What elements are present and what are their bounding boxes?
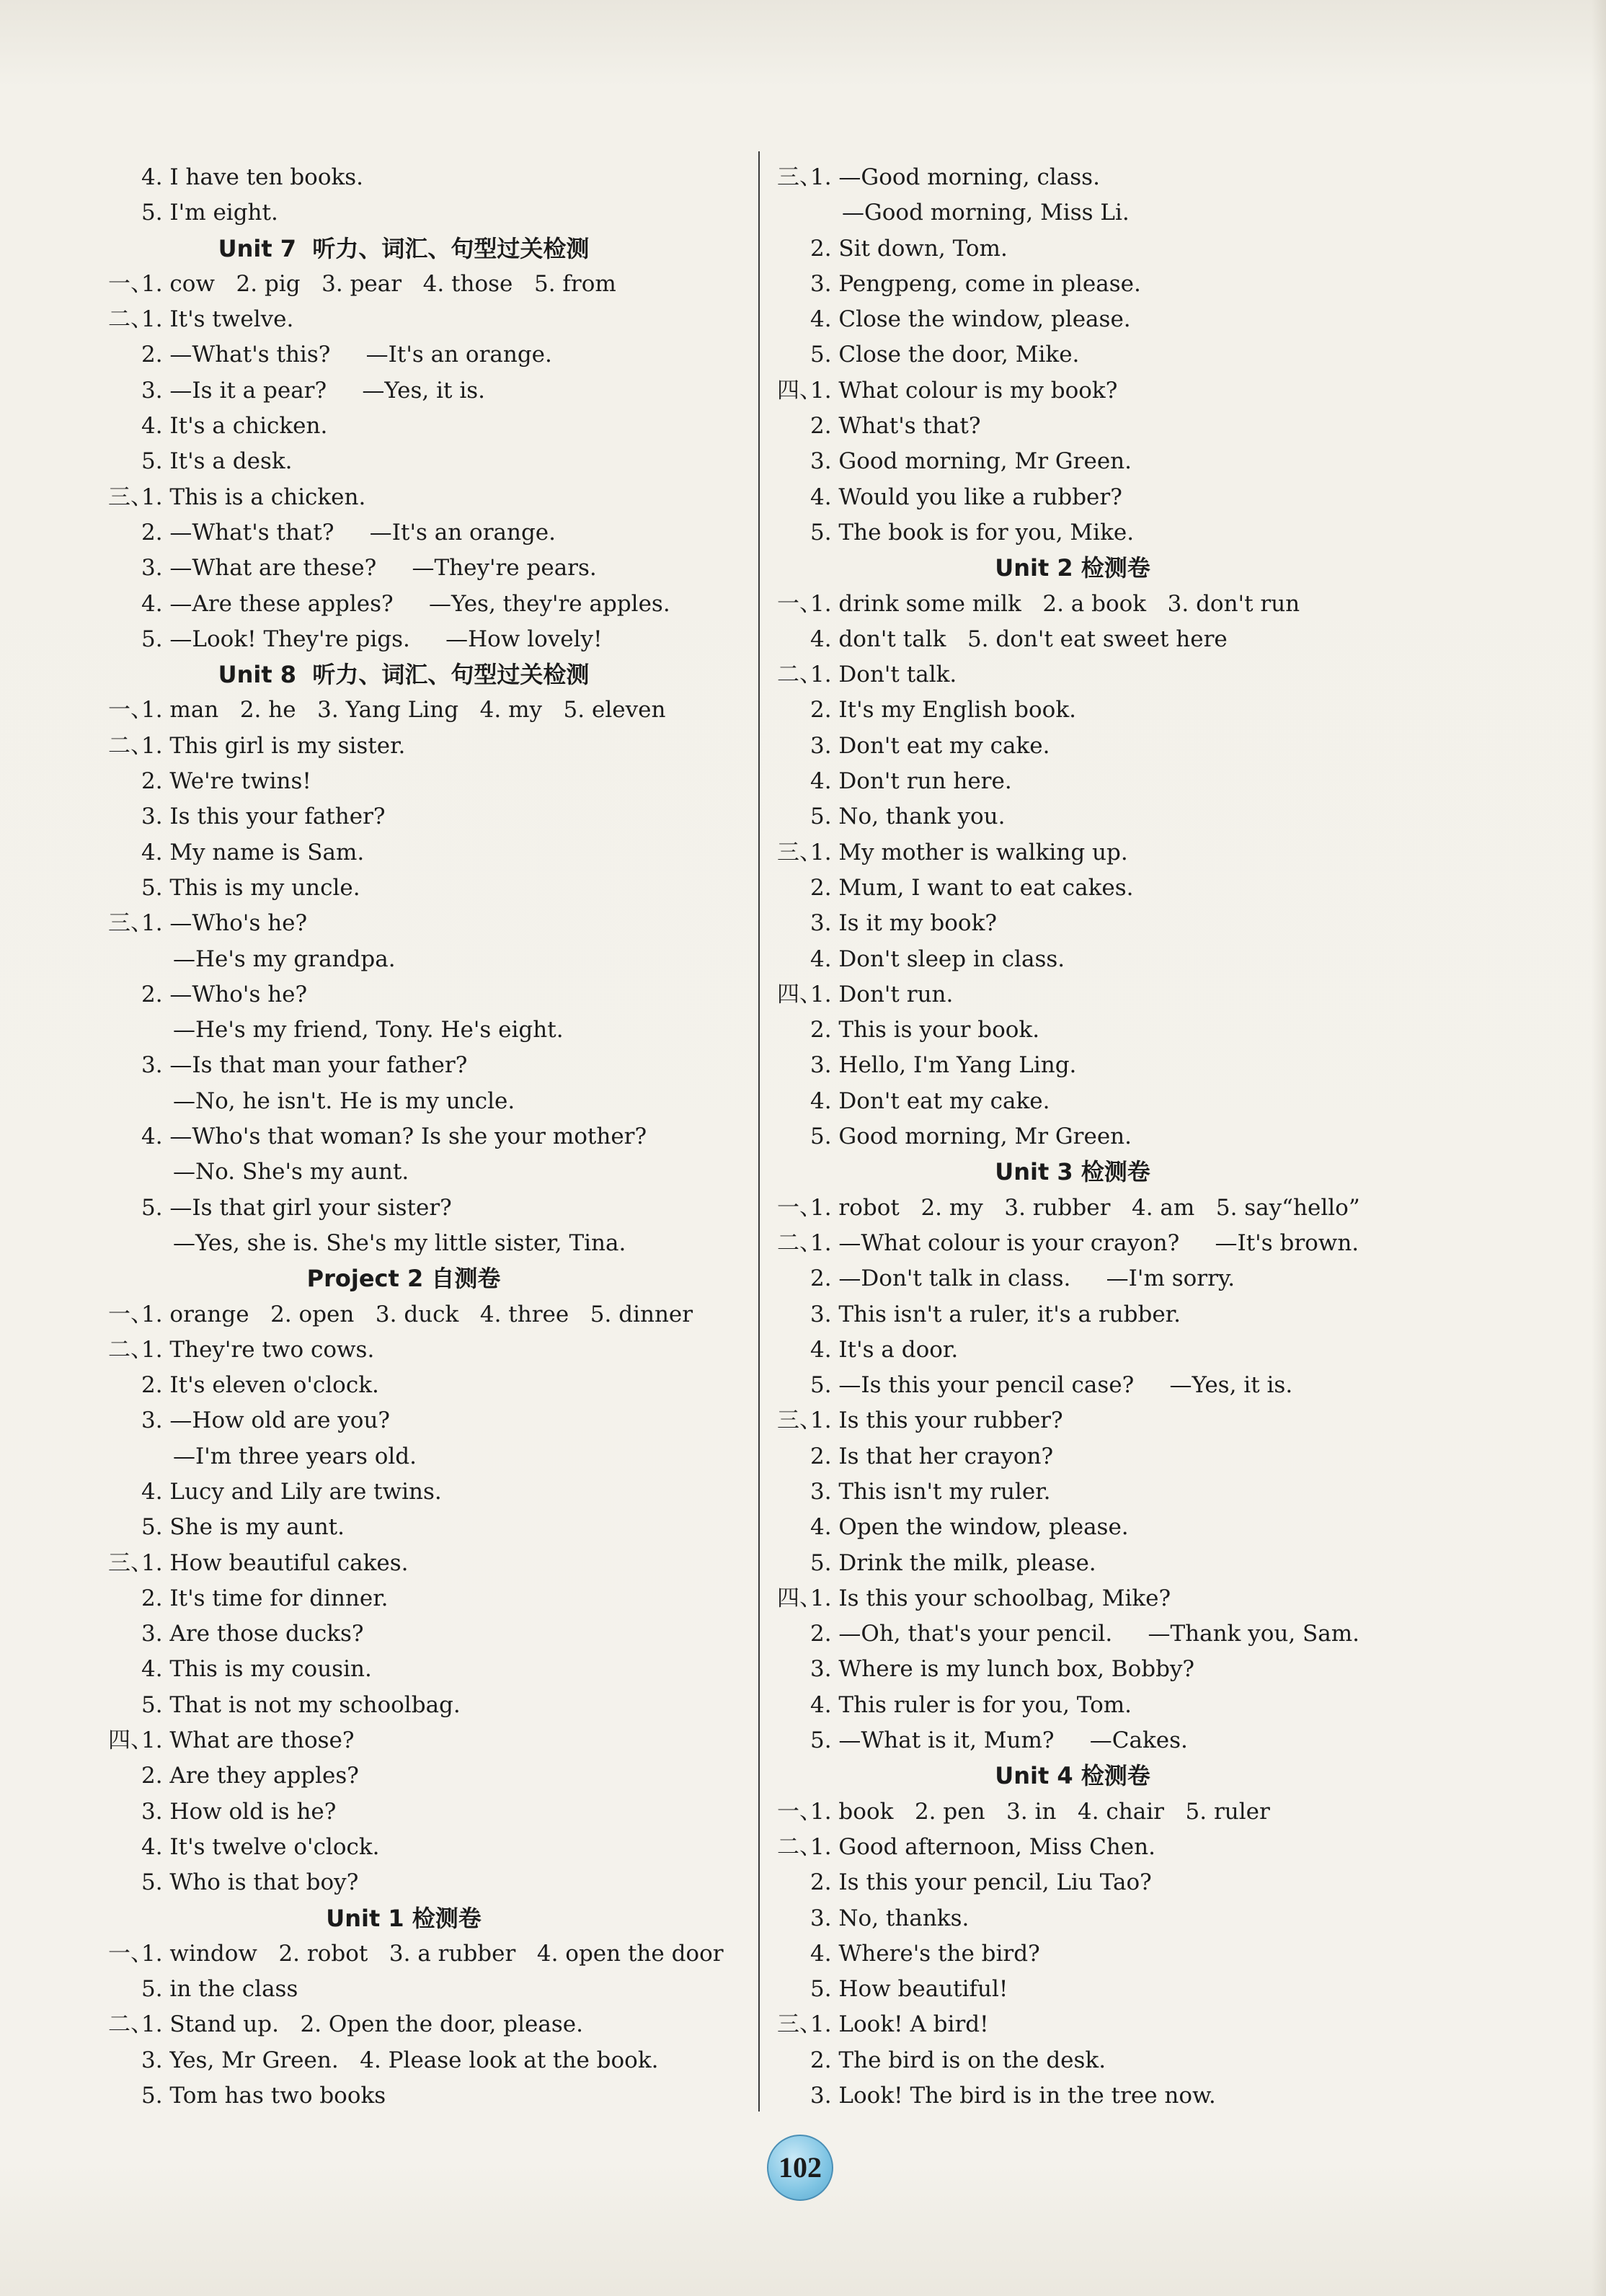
answer-text: —Good morning, Miss Li. <box>842 200 1130 226</box>
section-heading: Unit 3 检测卷 <box>995 1158 1150 1186</box>
answer-text: 3. Are those ducks? <box>141 1621 364 1647</box>
answer-text: 5. in the class <box>141 1976 298 2003</box>
section-number: 四、 <box>777 377 822 404</box>
section-heading: Unit 4 检测卷 <box>995 1762 1150 1790</box>
answer-line <box>777 1616 1368 1652</box>
answer-text: 4. don't talk 5. don't eat sweet here <box>810 626 1228 652</box>
answer-line <box>777 444 1368 479</box>
answer-line <box>777 2043 1368 2078</box>
answer-text: 4. Lucy and Lily are twins. <box>141 1478 442 1505</box>
column-divider <box>758 151 760 2112</box>
answer-text: 2. We're twins! <box>141 768 311 795</box>
section-number: 一、 <box>108 697 153 724</box>
answer-line <box>108 1830 699 1865</box>
answer-line <box>108 587 699 622</box>
answer-text: 3. This isn't a ruler, it's a rubber. <box>810 1301 1181 1327</box>
answer-text: 1. My mother is walking up. <box>810 839 1128 866</box>
answer-line <box>108 2007 699 2042</box>
answer-text: 4. Where's the bird? <box>810 1940 1040 1967</box>
answer-line <box>777 622 1368 657</box>
answer-line <box>108 337 699 373</box>
answer-line <box>108 1936 724 1972</box>
answer-line <box>777 1261 1368 1296</box>
answer-text: 4. It's twelve o'clock. <box>141 1833 380 1860</box>
section-number: 二、 <box>108 732 153 759</box>
answer-text: 1. man 2. he 3. Yang Ling 4. my 5. eleven <box>141 697 666 724</box>
answer-text: 3. —How old are you? <box>141 1407 391 1434</box>
section-number: 三、 <box>777 2011 822 2038</box>
answer-text: 5. I'm eight. <box>141 200 278 226</box>
answer-line <box>777 1403 1368 1438</box>
section-number: 三、 <box>108 1549 153 1576</box>
answer-text: 4. I have ten books. <box>141 164 364 190</box>
answer-line <box>777 195 1368 231</box>
answer-line <box>777 1652 1368 1687</box>
answer-line <box>777 1474 1368 1510</box>
answer-text: 2. It's my English book. <box>810 697 1076 724</box>
answer-line <box>777 1901 1368 1936</box>
answer-text: 1. —Good morning, class. <box>810 164 1100 190</box>
section-number: 一、 <box>108 1301 153 1327</box>
answer-text: 2. Are they apples? <box>141 1763 359 1789</box>
answer-text: 1. window 2. robot 3. a rubber 4. open the door <box>141 1940 724 1967</box>
answer-text: 5. This is my uncle. <box>141 874 360 901</box>
answer-line <box>108 693 699 728</box>
answer-line <box>108 1013 699 1048</box>
answer-line <box>108 1226 699 1261</box>
section-heading: Unit 2 检测卷 <box>995 554 1150 582</box>
answer-line <box>777 2007 1368 2042</box>
answer-text: 2. Sit down, Tom. <box>810 235 1008 262</box>
answer-text: 1. —Who's he? <box>141 910 308 937</box>
answer-line <box>108 302 699 337</box>
answer-line <box>108 195 699 231</box>
answer-text: —He's my friend, Tony. He's eight. <box>173 1017 564 1044</box>
answer-text: 1. robot 2. my 3. rubber 4. am 5. say“hello” <box>810 1194 1360 1221</box>
page-number-badge: 102 <box>767 2135 833 2201</box>
answer-line <box>777 302 1368 337</box>
answer-line <box>777 1332 1368 1368</box>
section-number: 一、 <box>108 270 153 297</box>
answer-line <box>777 942 1368 977</box>
answer-line <box>108 622 699 657</box>
section-heading: Unit 7 听力、词汇、句型过关检测 <box>218 234 590 262</box>
answer-text: 3. Hello, I'm Yang Ling. <box>810 1052 1077 1079</box>
section-number: 一、 <box>777 1798 822 1825</box>
section-number: 四、 <box>108 1727 153 1754</box>
answer-text: 5. —Is this your pencil case? —Yes, it is. <box>810 1372 1293 1399</box>
answer-line <box>108 977 699 1013</box>
answer-text: 4. Don't sleep in class. <box>810 945 1065 972</box>
answer-line <box>777 799 1368 835</box>
answer-line <box>108 1297 699 1332</box>
answer-line <box>777 1865 1368 1900</box>
answer-line <box>777 657 1368 693</box>
answer-text: 5. How beautiful! <box>810 1976 1008 2003</box>
answer-line <box>777 1048 1368 1083</box>
answer-line <box>108 764 699 799</box>
section-number: 二、 <box>777 662 822 688</box>
answer-line <box>108 1084 699 1119</box>
answer-text: 4. This ruler is for you, Tom. <box>810 1691 1132 1718</box>
answer-text: 3. Pengpeng, come in please. <box>810 270 1141 297</box>
right-column <box>777 160 1368 2114</box>
answer-text: 2. Is this your pencil, Liu Tao? <box>810 1869 1152 1896</box>
answer-text: 1. Don't talk. <box>810 662 957 688</box>
answer-line <box>108 1474 699 1510</box>
answer-text: 1. orange 2. open 3. duck 4. three 5. dinner <box>141 1301 693 1327</box>
answer-line <box>777 1119 1368 1154</box>
answer-text: 3. —What are these? —They're pears. <box>141 555 597 582</box>
answer-line <box>108 2043 699 2078</box>
answer-line <box>777 1936 1368 1972</box>
answer-text: 3. Don't eat my cake. <box>810 732 1050 759</box>
section-heading: Project 2 自测卷 <box>306 1265 501 1293</box>
answer-line <box>108 1972 699 2007</box>
answer-line <box>108 1368 699 1403</box>
answer-text: 5. Drink the milk, please. <box>810 1549 1096 1576</box>
answer-line <box>777 977 1368 1013</box>
answer-line <box>108 799 699 835</box>
answer-text: 5. That is not my schoolbag. <box>141 1691 461 1718</box>
answer-text: 5. She is my aunt. <box>141 1514 345 1541</box>
answer-line <box>108 942 699 977</box>
answer-line <box>777 2078 1368 2114</box>
answer-text: 2. The bird is on the desk. <box>810 2047 1106 2073</box>
answer-line <box>777 337 1368 373</box>
answer-text: 4. Would you like a rubber? <box>810 484 1122 510</box>
answer-text: 2. What's that? <box>810 413 981 440</box>
answer-text: 3. No, thanks. <box>810 1905 970 1931</box>
answer-text: 5. —Is that girl your sister? <box>141 1194 452 1221</box>
answer-text: 3. Is this your father? <box>141 804 386 830</box>
answer-text: 2. This is your book. <box>810 1017 1040 1044</box>
answer-text: 5. The book is for you, Mike. <box>810 519 1135 546</box>
answer-text: 1. What colour is my book? <box>810 377 1118 404</box>
section-number: 三、 <box>777 164 822 190</box>
answer-line <box>777 160 1368 195</box>
answer-text: —He's my grandpa. <box>173 945 396 972</box>
answer-text: 1. Good afternoon, Miss Chen. <box>810 1833 1155 1860</box>
answer-text: 4. Don't run here. <box>810 768 1012 795</box>
answer-text: 2. Mum, I want to eat cakes. <box>810 874 1134 901</box>
answer-line <box>108 267 699 302</box>
answer-line <box>108 515 699 551</box>
answer-line <box>108 1794 699 1830</box>
answer-text: 2. —What's this? —It's an orange. <box>141 342 552 368</box>
answer-text: 1. cow 2. pig 3. pear 4. those 5. from <box>141 270 616 297</box>
section-number: 三、 <box>108 910 153 937</box>
answer-text: 5. It's a desk. <box>141 448 293 475</box>
answer-text: 3. Look! The bird is in the tree now. <box>810 2083 1216 2109</box>
answer-line <box>777 906 1368 941</box>
answer-line <box>108 1616 699 1652</box>
answer-text: 3. Good morning, Mr Green. <box>810 448 1132 475</box>
answer-text: 1. Stand up. 2. Open the door, please. <box>141 2011 583 2038</box>
answer-line <box>777 1297 1368 1332</box>
answer-text: 5. Close the door, Mike. <box>810 342 1080 368</box>
answer-line <box>108 1652 699 1687</box>
answer-line <box>108 373 699 409</box>
answer-line <box>108 409 699 444</box>
section-number: 一、 <box>777 1194 822 1221</box>
answer-text: 5. Good morning, Mr Green. <box>810 1123 1132 1150</box>
section-number: 二、 <box>777 1833 822 1860</box>
answer-line <box>777 693 1368 728</box>
answer-text: 4. Don't eat my cake. <box>810 1087 1050 1114</box>
answer-text: 5. Tom has two books <box>141 2083 386 2109</box>
answer-text: 1. It's twelve. <box>141 306 294 333</box>
answer-text: 4. It's a chicken. <box>141 413 328 440</box>
answer-line <box>108 1723 699 1758</box>
answer-line <box>108 1191 699 1226</box>
answer-text: 1. —What colour is your crayon? —It's brown. <box>810 1229 1359 1256</box>
answer-text: 4. —Are these apples? —Yes, they're apples. <box>141 590 670 617</box>
answer-line <box>108 2078 699 2114</box>
section-number: 三、 <box>777 1407 822 1434</box>
answer-line <box>777 1191 1368 1226</box>
answer-line <box>777 1688 1368 1723</box>
answer-line <box>108 1758 699 1794</box>
answer-line <box>777 587 1368 622</box>
answer-line <box>777 1226 1368 1261</box>
answer-line <box>108 729 699 764</box>
left-column <box>108 160 724 2114</box>
answer-text: 5. Who is that boy? <box>141 1869 359 1896</box>
answer-line <box>108 1154 699 1190</box>
answer-line <box>777 267 1368 302</box>
answer-text: 1. drink some milk 2. a book 3. don't run <box>810 590 1300 617</box>
answer-line <box>108 871 699 906</box>
answer-text: 4. My name is Sam. <box>141 839 365 866</box>
answer-line <box>777 1439 1368 1474</box>
answer-text: 3. Yes, Mr Green. 4. Please look at the book. <box>141 2047 659 2073</box>
answer-line <box>108 1403 699 1438</box>
section-number: 二、 <box>108 306 153 333</box>
answer-line <box>777 764 1368 799</box>
answer-text: —Yes, she is. She's my little sister, Tina. <box>173 1229 626 1256</box>
section-number: 一、 <box>777 590 822 617</box>
answer-text: 1. Don't run. <box>810 981 954 1007</box>
answer-line <box>777 1794 1368 1830</box>
answer-line <box>777 1546 1368 1581</box>
section-number: 二、 <box>108 2011 153 2038</box>
answer-line <box>777 1723 1368 1758</box>
section-number: 四、 <box>777 1585 822 1611</box>
answer-line <box>108 1119 699 1154</box>
answer-text: 1. Is this your schoolbag, Mike? <box>810 1585 1171 1611</box>
section-number: 一、 <box>108 1940 153 1967</box>
answer-line <box>777 409 1368 444</box>
answer-line <box>108 1439 699 1474</box>
answer-text: 1. This girl is my sister. <box>141 732 406 759</box>
answer-line <box>108 835 699 871</box>
answer-text: —I'm three years old. <box>173 1443 417 1469</box>
page-edge-shadow <box>1592 0 1606 2296</box>
answer-line <box>777 871 1368 906</box>
answer-line <box>777 1830 1368 1865</box>
answer-text: 3. —Is it a pear? —Yes, it is. <box>141 377 486 404</box>
answer-text: —No. She's my aunt. <box>173 1159 409 1185</box>
answer-line <box>108 1865 699 1900</box>
answer-line <box>777 1368 1368 1403</box>
answer-text: 2. —Don't talk in class. —I'm sorry. <box>810 1265 1235 1292</box>
answer-text: 3. Where is my lunch box, Bobby? <box>810 1656 1195 1683</box>
answer-text: 2. It's eleven o'clock. <box>141 1372 379 1399</box>
answer-text: 4. It's a door. <box>810 1336 959 1363</box>
answer-text: 5. —What is it, Mum? —Cakes. <box>810 1727 1188 1754</box>
answer-text: 1. book 2. pen 3. in 4. chair 5. ruler <box>810 1798 1270 1825</box>
section-number: 四、 <box>777 981 822 1007</box>
section-heading: Unit 1 检测卷 <box>326 1904 482 1932</box>
answer-line <box>108 906 699 941</box>
answer-text: 2. Is that her crayon? <box>810 1443 1054 1469</box>
answer-line <box>777 1972 1368 2007</box>
answer-text: 3. This isn't my ruler. <box>810 1478 1051 1505</box>
answer-line <box>108 444 699 479</box>
answer-text: 2. It's time for dinner. <box>141 1585 389 1611</box>
section-number: 三、 <box>108 484 153 510</box>
answer-line <box>108 1332 699 1368</box>
answer-text: 1. Look! A bird! <box>810 2011 989 2038</box>
answer-line <box>108 1048 699 1083</box>
answer-text: 4. Open the window, please. <box>810 1514 1129 1541</box>
answer-text: 1. How beautiful cakes. <box>141 1549 409 1576</box>
answer-text: 1. This is a chicken. <box>141 484 366 510</box>
section-number: 二、 <box>777 1229 822 1256</box>
answer-text: 1. They're two cows. <box>141 1336 375 1363</box>
answer-line <box>108 551 699 586</box>
answer-line <box>777 729 1368 764</box>
answer-text: 3. Is it my book? <box>810 910 998 937</box>
section-number: 三、 <box>777 839 822 866</box>
section-number: 二、 <box>108 1336 153 1363</box>
answer-line <box>777 1510 1368 1545</box>
answer-text: —No, he isn't. He is my uncle. <box>173 1087 515 1114</box>
answer-text: 5. —Look! They're pigs. —How lovely! <box>141 626 603 652</box>
answer-line <box>108 480 699 515</box>
answer-line <box>777 515 1368 551</box>
answer-line <box>108 1546 699 1581</box>
answer-line <box>108 160 699 195</box>
answer-text: 1. What are those? <box>141 1727 355 1754</box>
answer-text: 2. —What's that? —It's an orange. <box>141 519 556 546</box>
answer-text: 5. No, thank you. <box>810 804 1006 830</box>
answer-line <box>777 1013 1368 1048</box>
answer-line <box>108 1688 699 1723</box>
answer-line <box>777 1581 1368 1616</box>
answer-text: 2. —Oh, that's your pencil. —Thank you, Sam. <box>810 1621 1359 1647</box>
answer-line <box>777 231 1368 267</box>
answer-text: 4. Close the window, please. <box>810 306 1131 333</box>
answer-text: 3. How old is he? <box>141 1798 337 1825</box>
answer-line <box>777 835 1368 871</box>
answer-text: 4. This is my cousin. <box>141 1656 372 1683</box>
answer-text: 3. —Is that man your father? <box>141 1052 468 1079</box>
answer-text: 1. Is this your rubber? <box>810 1407 1063 1434</box>
answer-line <box>108 1510 699 1545</box>
answer-line <box>777 480 1368 515</box>
answer-text: 2. —Who's he? <box>141 981 308 1007</box>
answer-line <box>108 1581 699 1616</box>
answer-text: 4. —Who's that woman? Is she your mother? <box>141 1123 647 1150</box>
answer-line <box>777 373 1368 409</box>
section-heading: Unit 8 听力、词汇、句型过关检测 <box>218 661 590 689</box>
answer-line <box>777 1084 1368 1119</box>
